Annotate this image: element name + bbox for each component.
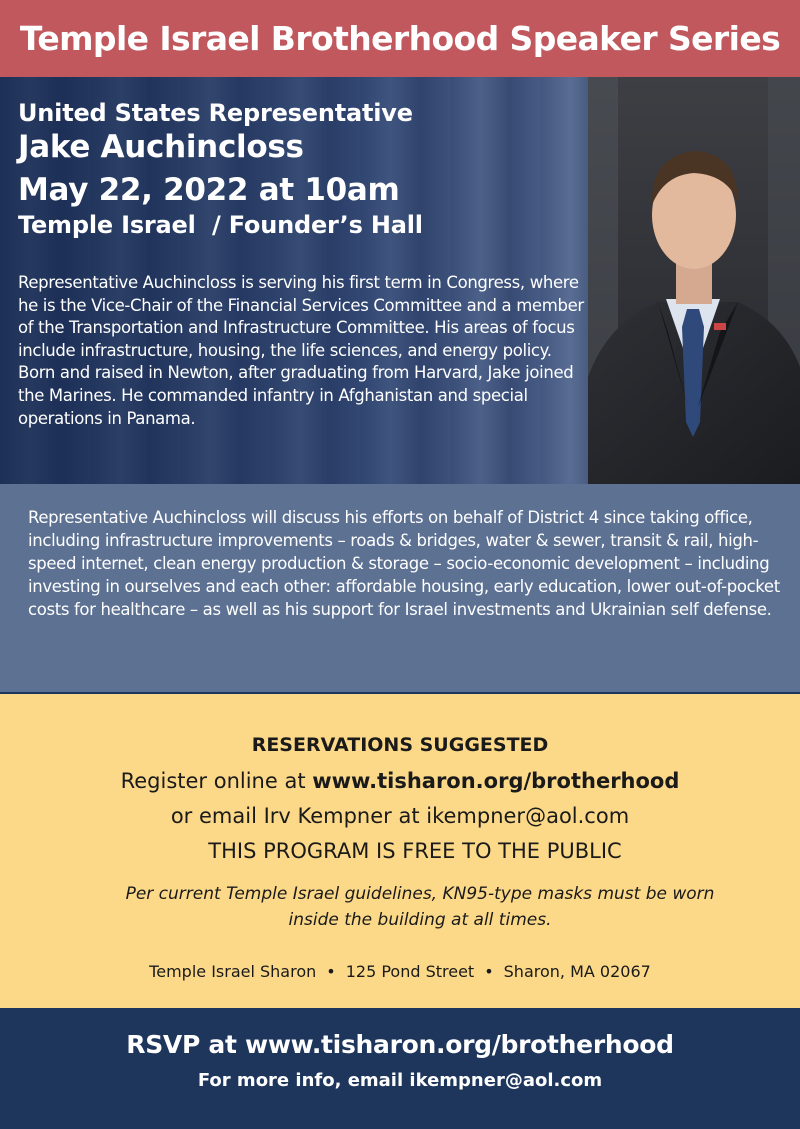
speaker-title: United States Representative [18, 99, 413, 127]
event-headline [18, 99, 598, 239]
speaker-name: Jake Auchincloss [18, 129, 304, 165]
info-line[interactable]: For more info, email ikempner@aol.com [197, 1070, 603, 1091]
discussion-panel [0, 484, 800, 692]
reservations-panel [0, 694, 800, 1008]
register-link[interactable]: www.tisharon.org/brotherhood [312, 769, 680, 793]
email-line: or email Irv Kempner at ikempner@aol.com [170, 804, 630, 828]
series-banner [0, 0, 800, 77]
venue-city: Sharon, MA 02067 [503, 962, 651, 981]
series-title: Temple Israel Brotherhood Speaker Series [19, 19, 781, 58]
bullet-separator: • [326, 962, 336, 981]
discussion-text: Representative Auchincloss will discuss his efforts on behalf of District 4 since taking office, including infrastructure improvements – roads & bridges, water & sewer, transit & rail, high-speed internet, clean energy production & storage – socio-economic development – including investing in ourselves and each other: affordable housing, early education, lower out-of-pocket costs for healthcare – as well as his support for Israel investments and Ukrainian self defense. [28, 508, 780, 619]
venue-name: Temple Israel Sharon [149, 962, 317, 981]
speaker-bio: Representative Auchincloss is serving his first term in Congress, where he is the Vice-Chair of the Financial Services Committee and a member of the Transportation and Infrastructure Committee. His areas of focus include infrastructure, housing, the life sciences, and energy policy. Born and raised in Newton, after graduating from Harvard, Jake joined the Marines. He commanded infantry in Afghanistan and special operations in Panama. [18, 273, 584, 428]
footer-panel [0, 1008, 800, 1129]
free-program-line: THIS PROGRAM IS FREE TO THE PUBLIC [208, 839, 622, 863]
event-location: Temple Israel / Founder’s Hall [18, 211, 423, 239]
portrait-illustration [588, 77, 800, 484]
rsvp-line[interactable]: RSVP at www.tisharon.org/brotherhood [126, 1030, 674, 1059]
mask-guideline-note: Per current Temple Israel guidelines, KN95-type masks must be worn inside the building at all times. [125, 884, 715, 930]
speaker-portrait [588, 77, 800, 484]
reservations-heading: RESERVATIONS SUGGESTED [251, 734, 549, 756]
hero-section [0, 77, 800, 484]
venue-address [0, 962, 800, 981]
register-prefix: Register online at [120, 769, 313, 793]
register-line [0, 769, 800, 793]
venue-street: 125 Pond Street [345, 962, 475, 981]
bullet-separator: • [484, 962, 494, 981]
event-date: May 22, 2022 at 10am [18, 172, 400, 208]
